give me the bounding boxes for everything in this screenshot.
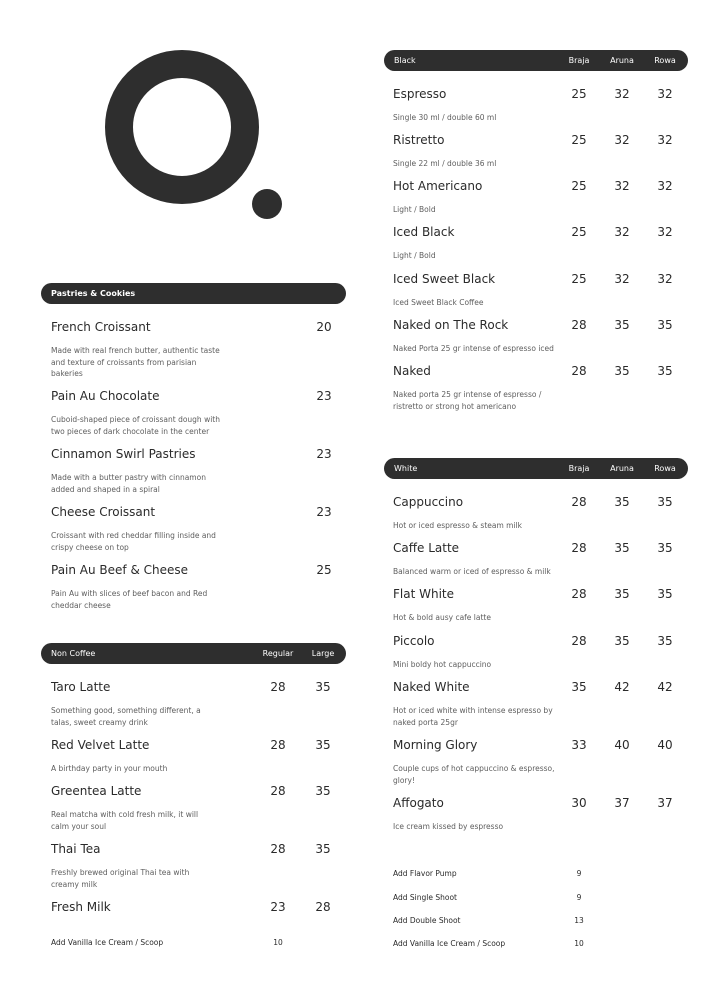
column-header-large: Large bbox=[311, 649, 335, 658]
item-price-aruna: 35 bbox=[614, 634, 630, 648]
item-price-braja: 28 bbox=[571, 495, 587, 509]
item-price-aruna: 35 bbox=[614, 364, 630, 378]
black-header-bar bbox=[384, 50, 688, 71]
item-name: Cheese Croissant bbox=[51, 505, 156, 519]
item-description: Real matcha with cold fresh milk, it will calm your soul bbox=[51, 810, 199, 831]
item-price-rowa: 40 bbox=[657, 738, 673, 752]
item-price-braja: 25 bbox=[571, 225, 587, 239]
column-header-rowa: Rowa bbox=[654, 464, 676, 473]
item-price-rowa: 32 bbox=[657, 272, 673, 286]
item-price-rowa: 35 bbox=[657, 634, 673, 648]
item-name: Pain Au Beef & Cheese bbox=[51, 563, 189, 577]
addon-price: 10 bbox=[273, 938, 283, 947]
item-price-rowa: 42 bbox=[657, 680, 673, 694]
item-price-rowa: 35 bbox=[657, 318, 673, 332]
item-name: Caffe Latte bbox=[393, 541, 460, 555]
item-name: Thai Tea bbox=[51, 842, 101, 856]
item-name: Cappuccino bbox=[393, 495, 464, 509]
column-header-braja: Braja bbox=[568, 464, 590, 473]
item-price-regular: 28 bbox=[270, 680, 286, 694]
addon-price: 9 bbox=[576, 869, 582, 878]
item-name: Pain Au Chocolate bbox=[51, 389, 160, 403]
item-description: Single 30 ml / double 60 ml bbox=[393, 113, 497, 122]
item-price-regular: 28 bbox=[270, 842, 286, 856]
item-price-aruna: 35 bbox=[614, 587, 630, 601]
item-description: Light / Bold bbox=[393, 205, 436, 214]
item-name: Hot Americano bbox=[393, 179, 483, 193]
item-price-aruna: 35 bbox=[614, 541, 630, 555]
item-price-aruna: 40 bbox=[614, 738, 630, 752]
addon-name: Add Flavor Pump bbox=[393, 869, 457, 878]
addon-price: 13 bbox=[574, 916, 584, 925]
item-description: Made with real french butter, authentic taste and texture of croissants from parisian bakeries bbox=[51, 346, 220, 378]
item-price-aruna: 32 bbox=[614, 179, 630, 193]
item-price-braja: 28 bbox=[571, 634, 587, 648]
column-header-braja: Braja bbox=[568, 56, 590, 65]
black-title: Black bbox=[394, 56, 416, 65]
item-name: Affogato bbox=[393, 796, 444, 810]
white-title: White bbox=[394, 464, 418, 473]
item-name: Taro Latte bbox=[51, 680, 111, 694]
pastries-title: Pastries & Cookies bbox=[51, 289, 136, 298]
item-description: Hot or iced white with intense espresso by naked porta 25gr bbox=[393, 706, 553, 727]
item-price-braja: 25 bbox=[571, 133, 587, 147]
item-name: Iced Black bbox=[393, 225, 455, 239]
item-price-braja: 30 bbox=[571, 796, 587, 810]
item-price: 23 bbox=[316, 505, 332, 519]
item-description: Mini boldy hot cappuccino bbox=[393, 660, 492, 669]
item-description: Light / Bold bbox=[393, 251, 436, 260]
item-price-regular: 23 bbox=[270, 900, 286, 914]
column-header-regular: Regular bbox=[262, 649, 294, 658]
pastries-header-bar bbox=[41, 283, 346, 304]
item-price-large: 35 bbox=[315, 738, 331, 752]
item-price-large: 35 bbox=[315, 680, 331, 694]
item-name: Cinnamon Swirl Pastries bbox=[51, 447, 196, 461]
item-price-braja: 25 bbox=[571, 179, 587, 193]
item-description: Made with a butter pastry with cinnamon added and shaped in a spiral bbox=[51, 473, 206, 494]
item-price: 25 bbox=[316, 563, 332, 577]
item-price-large: 28 bbox=[315, 900, 331, 914]
item-price-large: 35 bbox=[315, 842, 331, 856]
item-name: French Croissant bbox=[51, 320, 151, 334]
item-price-braja: 28 bbox=[571, 587, 587, 601]
column-header-rowa: Rowa bbox=[654, 56, 676, 65]
item-name: Morning Glory bbox=[393, 738, 478, 752]
item-description: Couple cups of hot cappuccino & espresso, glory! bbox=[393, 764, 555, 785]
item-description: Naked porta 25 gr intense of espresso / ristretto or strong hot americano bbox=[393, 390, 542, 411]
item-name: Greentea Latte bbox=[51, 784, 142, 798]
item-name: Naked bbox=[393, 364, 431, 378]
addon-name: Add Vanilla Ice Cream / Scoop bbox=[51, 938, 164, 947]
item-price-rowa: 32 bbox=[657, 179, 673, 193]
item-price-braja: 28 bbox=[571, 318, 587, 332]
item-name: Red Velvet Latte bbox=[51, 738, 150, 752]
item-price-aruna: 42 bbox=[614, 680, 630, 694]
item-description: Hot or iced espresso & steam milk bbox=[393, 521, 522, 530]
item-price: 23 bbox=[316, 389, 332, 403]
item-name: Iced Sweet Black bbox=[393, 272, 496, 286]
item-price-braja: 35 bbox=[571, 680, 587, 694]
item-description: Single 22 ml / double 36 ml bbox=[393, 159, 497, 168]
item-price-aruna: 32 bbox=[614, 87, 630, 101]
item-description: Balanced warm or iced of espresso & milk bbox=[393, 567, 551, 576]
item-price-aruna: 35 bbox=[614, 318, 630, 332]
item-price-large: 35 bbox=[315, 784, 331, 798]
item-description: Cuboid-shaped piece of croissant dough with two pieces of dark chocolate in the center bbox=[51, 415, 220, 436]
item-price-rowa: 37 bbox=[657, 796, 673, 810]
item-price-braja: 28 bbox=[571, 541, 587, 555]
item-price-braja: 25 bbox=[571, 87, 587, 101]
item-price: 20 bbox=[316, 320, 332, 334]
item-price: 23 bbox=[316, 447, 332, 461]
item-name: Piccolo bbox=[393, 634, 435, 648]
item-name: Naked White bbox=[393, 680, 470, 694]
column-header-aruna: Aruna bbox=[610, 56, 634, 65]
item-price-rowa: 35 bbox=[657, 364, 673, 378]
item-name: Naked on The Rock bbox=[393, 318, 509, 332]
item-price-braja: 28 bbox=[571, 364, 587, 378]
item-price-aruna: 32 bbox=[614, 225, 630, 239]
item-price-braja: 25 bbox=[571, 272, 587, 286]
addon-price: 10 bbox=[574, 939, 584, 948]
item-description: Iced Sweet Black Coffee bbox=[393, 298, 484, 307]
item-name: Flat White bbox=[393, 587, 455, 601]
noncoffee-title: Non Coffee bbox=[51, 649, 96, 658]
item-price-aruna: 32 bbox=[614, 272, 630, 286]
item-description: Pain Au with slices of beef bacon and Red cheddar cheese bbox=[51, 589, 208, 610]
item-price-rowa: 32 bbox=[657, 87, 673, 101]
addon-name: Add Vanilla Ice Cream / Scoop bbox=[393, 939, 506, 948]
item-name: Fresh Milk bbox=[51, 900, 111, 914]
column-header-aruna: Aruna bbox=[610, 464, 634, 473]
item-price-rowa: 32 bbox=[657, 225, 673, 239]
item-name: Espresso bbox=[393, 87, 447, 101]
white-header-bar bbox=[384, 458, 688, 479]
addon-price: 9 bbox=[576, 893, 582, 902]
item-price-aruna: 35 bbox=[614, 495, 630, 509]
item-description: Naked Porta 25 gr intense of espresso iced bbox=[393, 344, 554, 353]
item-description: Croissant with red cheddar filling inside and crispy cheese on top bbox=[51, 531, 216, 552]
item-description: Something good, something different, a talas, sweet creamy drink bbox=[51, 706, 201, 727]
item-price-regular: 28 bbox=[270, 738, 286, 752]
item-description: Ice cream kissed by espresso bbox=[393, 822, 504, 831]
item-price-aruna: 32 bbox=[614, 133, 630, 147]
item-price-rowa: 32 bbox=[657, 133, 673, 147]
item-description: Freshly brewed original Thai tea with creamy milk bbox=[51, 868, 190, 889]
item-price-braja: 33 bbox=[571, 738, 587, 752]
item-price-aruna: 37 bbox=[614, 796, 630, 810]
addon-name: Add Single Shoot bbox=[393, 893, 457, 902]
item-price-rowa: 35 bbox=[657, 541, 673, 555]
item-price-regular: 28 bbox=[270, 784, 286, 798]
item-description: Hot & bold ausy cafe latte bbox=[393, 613, 491, 622]
item-price-rowa: 35 bbox=[657, 495, 673, 509]
item-price-rowa: 35 bbox=[657, 587, 673, 601]
noncoffee-header-bar bbox=[41, 643, 346, 664]
item-description: A birthday party in your mouth bbox=[51, 764, 168, 773]
addon-name: Add Double Shoot bbox=[393, 916, 461, 925]
item-name: Ristretto bbox=[393, 133, 445, 147]
